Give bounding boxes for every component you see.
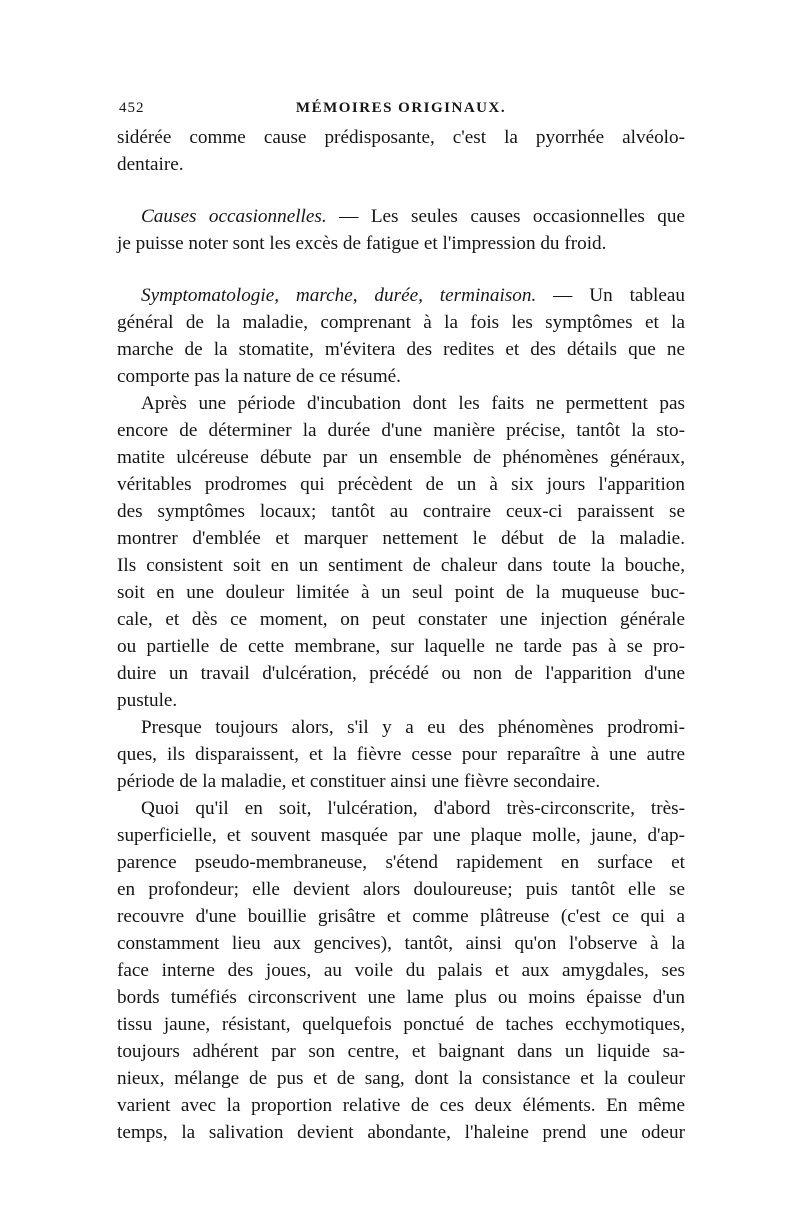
- heading-lead-text: — Les seules causes occasionnelles que: [326, 206, 685, 227]
- text-line: ques, ils disparaissent, et la fièvre cesse pour reparaître à une autre: [117, 744, 685, 765]
- text-line: recouvre d'une bouillie grisâtre et comme plâtreuse (c'est ce qui a: [117, 906, 685, 927]
- text-line: parence pseudo-membraneuse, s'étend rapidement en surface et: [117, 852, 685, 873]
- text-line: pustule.: [117, 690, 178, 711]
- text-line: matite ulcéreuse débute par un ensemble de phénomènes généraux,: [117, 447, 685, 468]
- section-heading-causes: Causes occasionnelles.: [141, 206, 327, 227]
- text-line: soit en une douleur limitée à un seul point de la muqueuse buc-: [117, 582, 685, 603]
- text-line: duire un travail d'ulcération, précédé ou non de l'apparition d'une: [117, 663, 685, 684]
- heading-lead-text: — Un tableau: [536, 285, 685, 306]
- text-line: ou partielle de cette membrane, sur laquelle ne tarde pas à se pro-: [117, 636, 685, 657]
- text-line: nieux, mélange de pus et de sang, dont la consistance et la couleur: [117, 1068, 685, 1089]
- text-line: bords tuméfiés circonscrivent une lame plus ou moins épaisse d'un: [117, 987, 685, 1008]
- text-line: [117, 203, 685, 230]
- text-line: des symptômes locaux; tantôt au contraire ceux-ci paraissent se: [117, 501, 685, 522]
- text-line: je puisse noter sont les excès de fatigue et l'impression du froid.: [117, 233, 607, 254]
- text-line: dentaire.: [117, 154, 184, 175]
- text-line: Ils consistent soit en un sentiment de chaleur dans toute la bouche,: [117, 555, 685, 576]
- text-line: comporte pas la nature de ce résumé.: [117, 366, 401, 387]
- text-line: marche de la stomatite, m'évitera des redites et des détails que ne: [117, 339, 685, 360]
- paragraph-prodromes: [117, 714, 685, 795]
- text-line: varient avec la proportion relative de ces deux éléments. En même: [117, 1095, 685, 1116]
- page-number: 452: [119, 100, 145, 116]
- text-line: sidérée comme cause prédisposante, c'est la pyorrhée alvéolo-: [117, 127, 685, 148]
- text-line: Après une période d'incubation dont les faits ne permettent pas: [141, 393, 685, 414]
- text-line: toujours adhérent par son centre, et baignant dans un liquide sa-: [117, 1041, 685, 1062]
- text-line: Presque toujours alors, s'il y a eu des phénomènes prodromi-: [141, 717, 685, 738]
- text-line: temps, la salivation devient abondante, l'haleine prend une odeur: [117, 1122, 685, 1143]
- paragraph-causes: [117, 203, 685, 257]
- text-line: tissu jaune, résistant, quelquefois ponctué de taches ecchymotiques,: [117, 1014, 685, 1035]
- running-header: [117, 98, 685, 124]
- text-line: constamment lieu aux gencives), tantôt, ainsi qu'on l'observe à la: [117, 933, 685, 954]
- text-line: encore de déterminer la durée d'une manière précise, tantôt la sto-: [117, 420, 685, 441]
- paragraph-symptomatology: [117, 282, 685, 390]
- paragraph-gap: [117, 178, 685, 203]
- paragraph-gap: [117, 257, 685, 282]
- text-line: période de la maladie, et constituer ainsi une fièvre secondaire.: [117, 771, 601, 792]
- text-line: en profondeur; elle devient alors douloureuse; puis tantôt elle se: [117, 879, 685, 900]
- text-line: [117, 282, 685, 309]
- text-line: montrer d'emblée et marquer nettement le début de la maladie.: [117, 528, 685, 549]
- paragraph-continuation: [117, 124, 685, 178]
- text-line: superficielle, et souvent masquée par une plaque molle, jaune, d'ap-: [117, 825, 685, 846]
- text-line: face interne des joues, au voile du palais et aux amygdales, ses: [117, 960, 685, 981]
- running-title: MÉMOIRES ORIGINAUX.: [295, 100, 507, 116]
- section-heading-symptomatology: Symptomatologie, marche, durée, terminaison.: [141, 285, 537, 306]
- text-line: général de la maladie, comprenant à la fois les symptômes et la: [117, 312, 685, 333]
- text-line: Quoi qu'il en soit, l'ulcération, d'abord très-circonscrite, très-: [141, 798, 685, 819]
- text-line: cale, et dès ce moment, on peut constater une injection générale: [117, 609, 685, 630]
- book-page: [117, 98, 685, 1146]
- paragraph-incubation: [117, 390, 685, 714]
- paragraph-ulceration: [117, 795, 685, 1146]
- text-line: véritables prodromes qui précèdent de un à six jours l'apparition: [117, 474, 685, 495]
